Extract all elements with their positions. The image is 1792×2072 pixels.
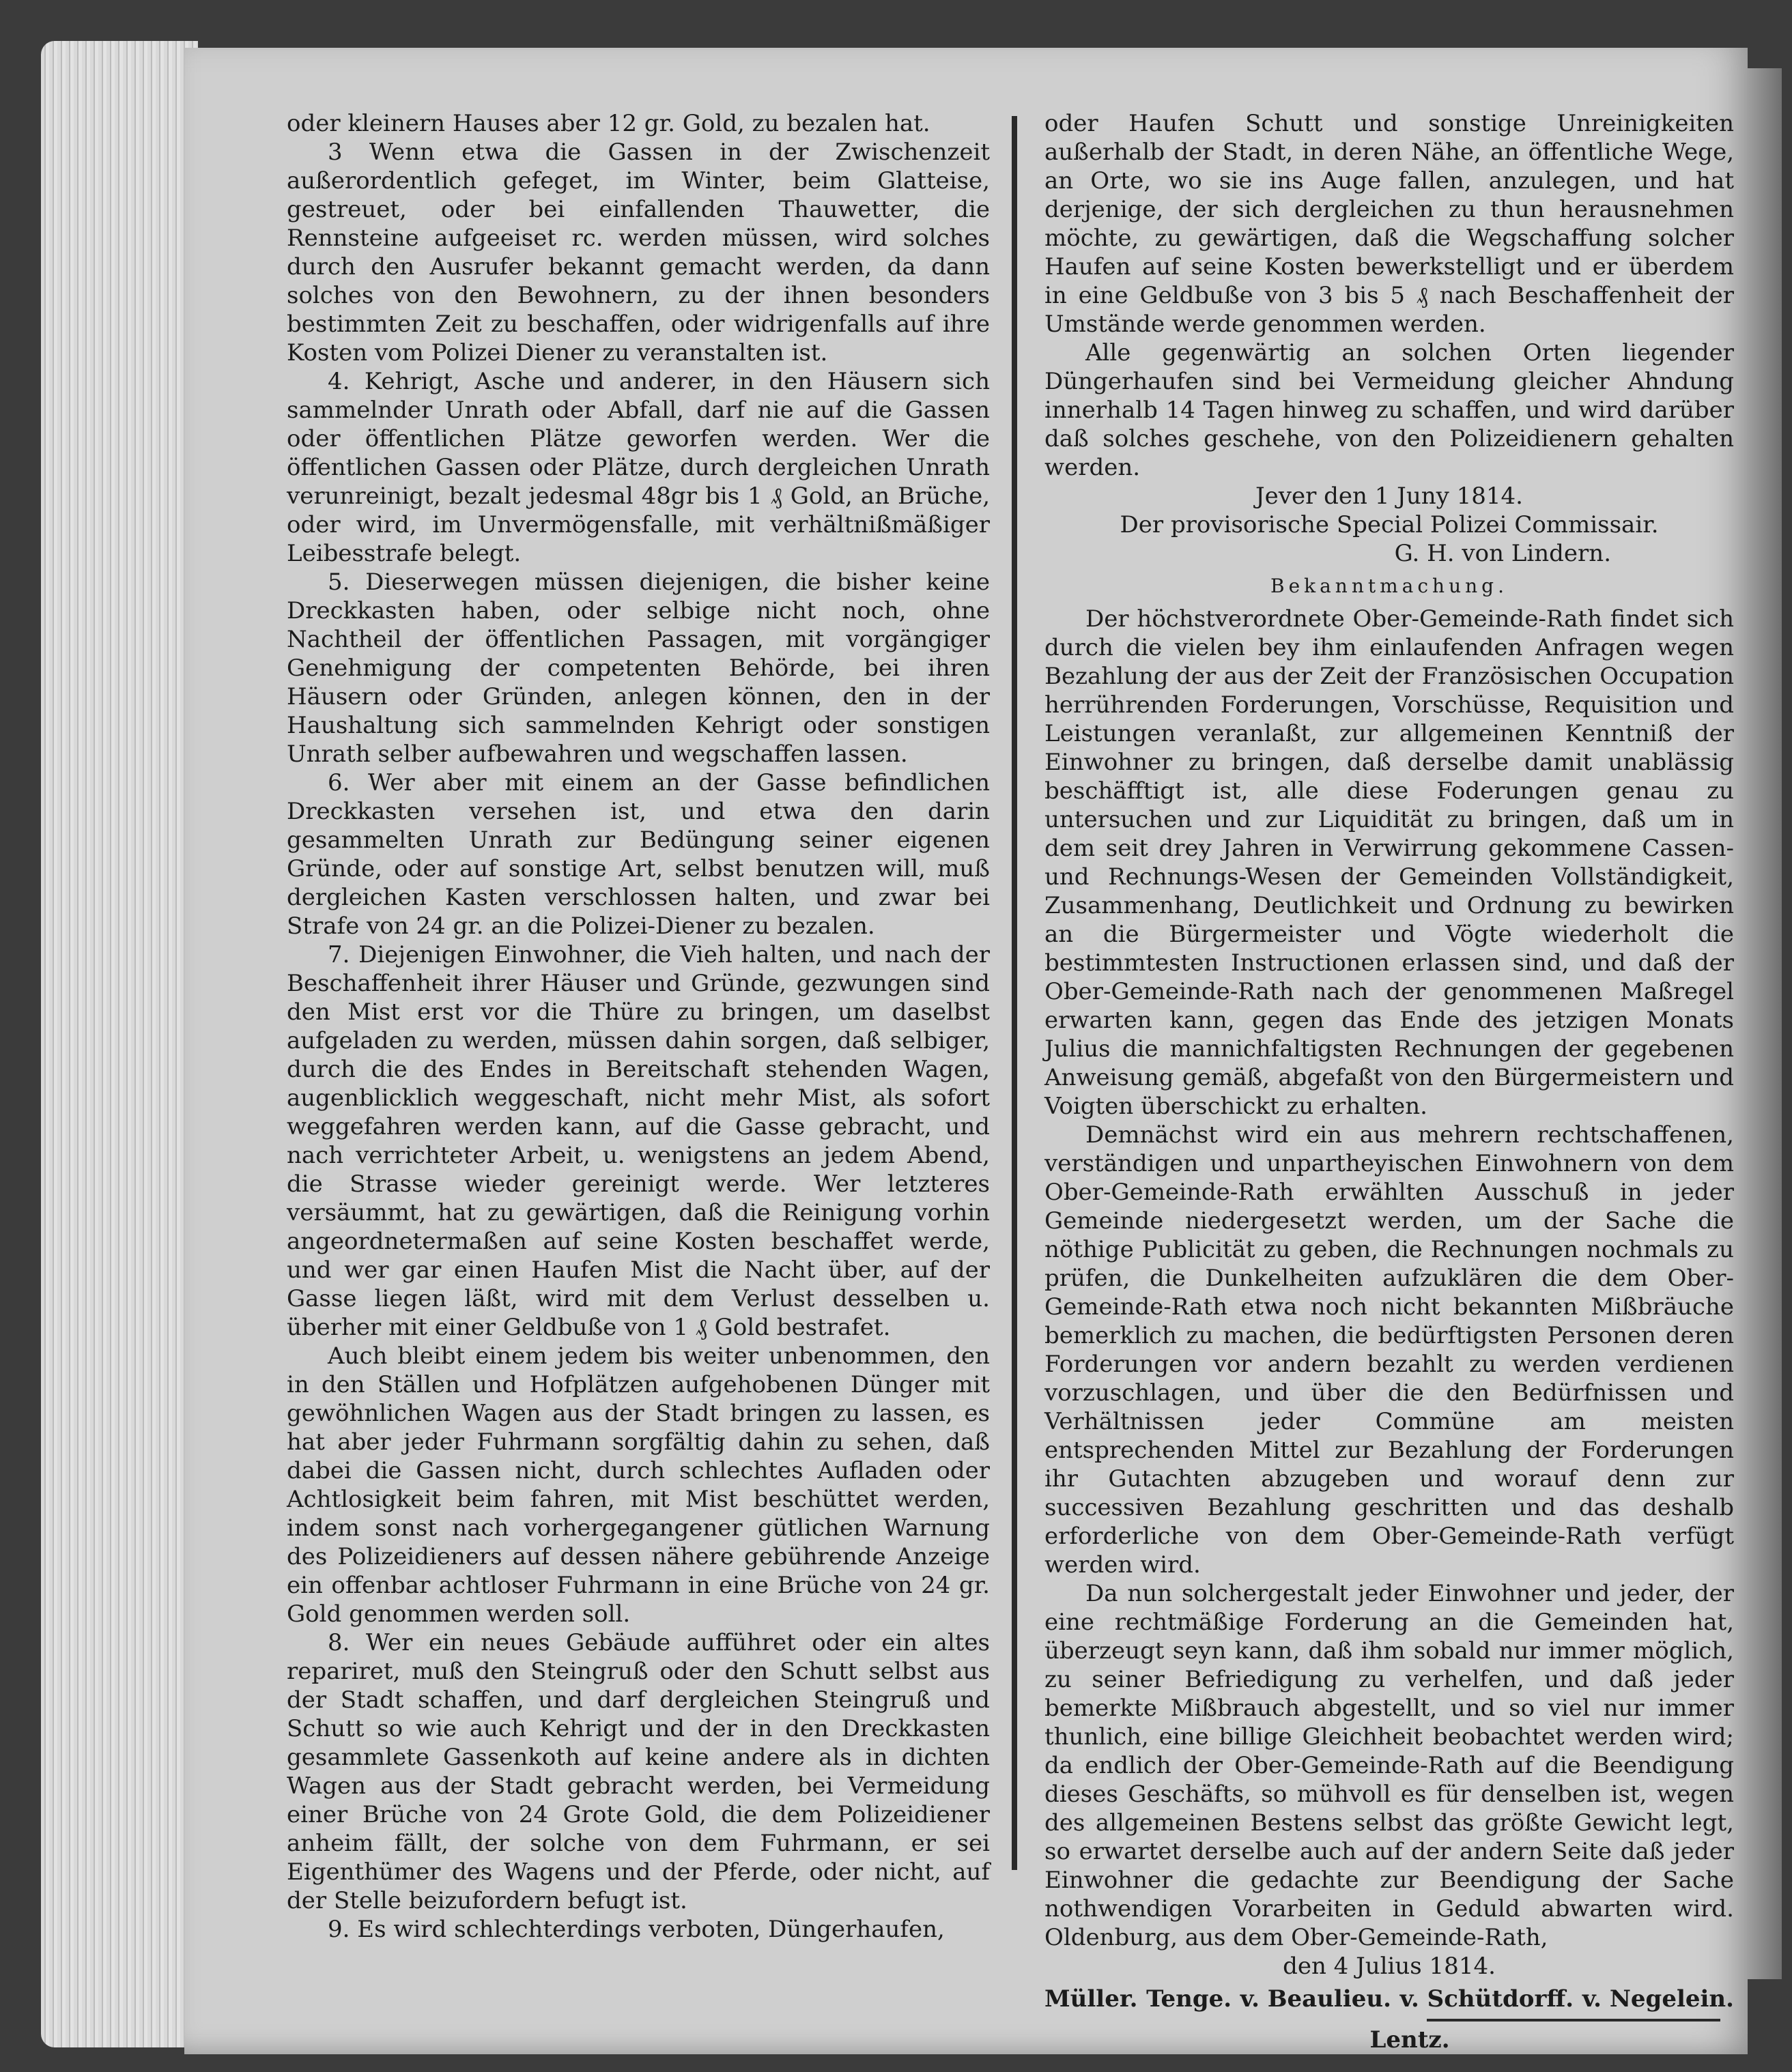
signatory: Müller. bbox=[1044, 1985, 1138, 2013]
signatory: v. Beaulieu. bbox=[1240, 1985, 1391, 2013]
right-para-2: Alle gegenwärtig an solchen Orten liegender Düngerhaufen sind bei Vermeidung gleicher Ahndung innerhalb 14 Tagen hinweg zu schaffen, und wird darüber daß solches geschehe, von den Polizeidienern gehalten werden. bbox=[1044, 339, 1734, 481]
announcement-para-3: Da nun solchergestalt jeder Einwohner und jeder, der eine rechtmäßige Forderung an die Gemeinden hat, überzeugt seyn kann, daß ihm sobald nur immer möglich, zu seiner Befriedigung zu verhelfen, und daß jeder bemerkte Mißbrauch abgestellt, und so viel nur immer thunlich, eine billige Gleichheit beobachtet werden wird; da endlich der Ober-Gemeinde-Rath auf die Beendigung dieses Geschäfts, so mühvoll es für denselben ist, wegen des allgemeinen Bestens selbst das größte Gewicht legt, so erwartet derselbe auch auf der andern Seite daß jeder Einwohner die gedachte zur Beendigung der Sache nothwendigen Vorarbeiten in Geduld abwarten wird. Oldenburg, aus dem Ober-Gemeinde-Rath, bbox=[1044, 1580, 1734, 1951]
signer-name: G. H. von Lindern. bbox=[1394, 540, 1611, 567]
right-column bbox=[1044, 109, 1734, 2054]
signatory: v. Negelein. bbox=[1582, 1985, 1734, 2013]
left-para-7b: Auch bleibt einem jedem bis weiter unbenommen, den in den Ställen und Hofplätzen aufgehobenen Dünger mit gewöhnlichen Wagen aus der Stadt bringen zu lassen, es hat aber jeder Fuhrmann sorgfältig dahin zu sehen, daß dabei die Gassen nicht, durch schlechtes Aufladen oder Achtlosigkeit beim fahren, mit Mist beschüttet werden, indem sonst nach vorhergegangener gütlichen Warnung des Polizeidieners auf dessen nähere gebührende Anzeige ein offenbar achtloser Fuhrmann in eine Brüche von 24 gr. Gold genommen werden soll. bbox=[287, 1342, 990, 1628]
announcement-heading: Bekanntmachung. bbox=[1270, 575, 1508, 597]
signatory: Tenge. bbox=[1146, 1985, 1232, 2013]
last-signer: Lentz. bbox=[1369, 2026, 1450, 2054]
left-para-4: 4. Kehrigt, Asche und anderer, in den Häusern sich sammelnder Unrath oder Abfall, darf nie auf die Gassen oder öffentlichen Plätze geworfen werden. Wer die öffentlichen Gassen oder Plätze, durch dergleichen Unrath verunreinigt, bezalt jedesmal 48gr bis 1 ₰ Gold, an Brüche, oder wird, im Unvermögensfalle, mit verhältnißmäßiger Leibesstrafe belegt. bbox=[287, 368, 990, 567]
announcement-para-1: Der höchstverordnete Ober-Gemeinde-Rath findet sich durch die vielen bey ihm einlaufenden Anfragen wegen Bezahlung der aus der Zeit der Französischen Occupation herrührenden Forderungen, Vorschüsse, Requisition und Leistungen veranlaßt, zur allgemeinen Kenntniß der Einwohner zu bringen, daß derselbe damit unablässig beschäfftigt ist, alle diese Foderungen genau zu untersuchen und zur Liquidität zu bringen, daß um in dem seit drey Jahren in Verwirrung gekommene Cassen- und Rechnungs-Wesen der Gemeinden Vollständigkeit, Zusammenhang, Deutlichkeit und Ordnung zu bewirken an die Bürgermeister und Vögte wiederholt die bestimmtesten Instructionen erlassen sind, und daß der Ober-Gemeinde-Rath nach der genommenen Maßregel erwarten kann, gegen das Ende des jetzigen Monats Julius die mannichfaltigsten Rechnungen der gegebenen Anweisung gemäß, abgefaßt von den Bürgermeistern und Voigten überschickt zu erhalten. bbox=[1044, 605, 1734, 1120]
signatories bbox=[1044, 1985, 1734, 2013]
right-continuation: oder Haufen Schutt und sonstige Unreinigkeiten außerhalb der Stadt, in deren Nähe, an öffentliche Wege, an Orte, wo sie ins Auge fallen, anzulegen, und hat derjenige, der sich dergleichen zu thun herausnehmen möchte, zu gewärtigen, daß die Wegschaffung solcher Haufen auf seine Kosten bewerkstelligt und er überdem in eine Geldbuße von 3 bis 5 ₰ nach Beschaffenheit der Umstände werde genommen werden. bbox=[1044, 110, 1734, 338]
second-dateline: den 4 Julius 1814. bbox=[1283, 1953, 1496, 1980]
book-page-edges bbox=[41, 41, 198, 2047]
left-para-3: 3 Wenn etwa die Gassen in der Zwischenzeit außerordentlich gefeget, im Winter, beim Glatteise, gestreuet, oder bei einfallenden Thauwetter, die Rennsteine aufgeeiset rc. werden müssen, wird solches durch den Ausrufer bekannt gemacht werden, da dann solches von den Bewohnern, zu der ihnen besonders bestimmten Zeit zu beschaffen, oder widrigenfalls auf ihre Kosten vom Polizei Diener zu veranstalten ist. bbox=[287, 139, 990, 366]
signatory: v. Schütdorff. bbox=[1399, 1985, 1574, 2013]
office-title: Der provisorische Special Polizei Commissair. bbox=[1120, 511, 1659, 538]
left-para-5: 5. Dieserwegen müssen diejenigen, die bisher keine Dreckkasten haben, oder selbige nicht noch, ohne Nachtheil der öffentlichen Passagen, mit vorgängiger Genehmigung der competenten Behörde, bei ihren Häusern oder Gründen, anlegen können, den in der Haushaltung sich sammelnden Kehrigt oder sonstigen Unrath selber aufbewahren und wegschaffen lassen. bbox=[287, 569, 990, 768]
left-para-7: 7. Diejenigen Einwohner, die Vieh halten, und nach der Beschaffenheit ihrer Häuser und Gründe, gezwungen sind den Mist erst vor die Thüre zu bringen, um daselbst aufgeladen zu werden, müssen dahin sorgen, daß selbiger, durch die des Endes in Bereitschaft stehenden Wagen, augenblicklich weggeschaft, nicht mehr Mist, als sofort weggefahren werden kann, auf die Gasse gebracht, und nach verrichteter Arbeit, u. wenigstens an jedem Abend, die Strasse wieder gereinigt werde. Wer letzteres versäummt, hat zu gewärtigen, daß die Reinigung vorhin angeordnetermaßen auf seine Kosten beschaffet werde, und wer gar einen Haufen Mist die Nacht über, auf der Gasse liegen läßt, wird mit dem Verlust desselben u. überher mit einer Geldbuße von 1 ₰ Gold bestrafet. bbox=[287, 941, 990, 1341]
left-para-0: oder kleinern Hauses aber 12 gr. Gold, zu bezalen hat. bbox=[287, 110, 930, 137]
signature-rule bbox=[1427, 2019, 1720, 2021]
left-column bbox=[287, 109, 990, 1944]
left-para-8: 8. Wer ein neues Gebäude aufführet oder ein altes repariret, muß den Steingruß oder den Schutt selbst aus der Stadt schaffen, und darf dergleichen Steingruß und Schutt so wie auch Kehrigt und der in den Dreckkasten gesammlete Gassenkoth auf keine andere als in dichten Wagen aus der Stadt gebracht werden, bei Vermeidung einer Brüche von 24 Grote Gold, die dem Polizeidiener anheim fällt, der solche von dem Fuhrmann, er sei Eigenthümer des Wagens und der Pferde, oder nicht, auf der Stelle beizufordern befugt ist. bbox=[287, 1629, 990, 1914]
book-right-edge bbox=[1748, 68, 1782, 1979]
column-divider bbox=[1012, 116, 1017, 1870]
left-para-9: 9. Es wird schlechterdings verboten, Düngerhaufen, bbox=[328, 1916, 945, 1943]
left-para-6: 6. Wer aber mit einem an der Gasse befindlichen Dreckkasten versehen ist, und etwa den darin gesammelten Unrath zur Bedüngung seiner eigenen Gründe, oder auf sonstige Art, selbst benutzen will, muß dergleichen Kasten verschlossen halten, und zwar bei Strafe von 24 gr. an die Polizei-Diener zu bezalen. bbox=[287, 769, 990, 940]
announcement-para-2: Demnächst wird ein aus mehrern rechtschaffenen, verständigen und unpartheyischen Einwohnern von dem Ober-Gemeinde-Rath erwählten Ausschuß in jeder Gemeinde niedergesetzt werden, um der Sache die nöthige Publicität zu geben, die Rechnungen nochmals zu prüfen, die Dunkelheiten aufzuklären die dem Ober-Gemeinde-Rath etwa noch nicht bekannten Mißbräuche bemerklich zu machen, die bedürftigsten Personen deren Forderungen vor andern bezahlt zu werden verdienen vorzuschlagen, und über die den Bedürfnissen und Verhältnissen jeder Commüne am meisten entsprechenden Mittel zur Bezahlung der Forderungen ihr Gutachten abzugeben und worauf denn zur successiven Bezahlung geschritten und das deshalb erforderliche von dem Ober-Gemeinde-Rath verfügt werden wird. bbox=[1044, 1121, 1734, 1579]
dateline: Jever den 1 Juny 1814. bbox=[1255, 483, 1523, 510]
